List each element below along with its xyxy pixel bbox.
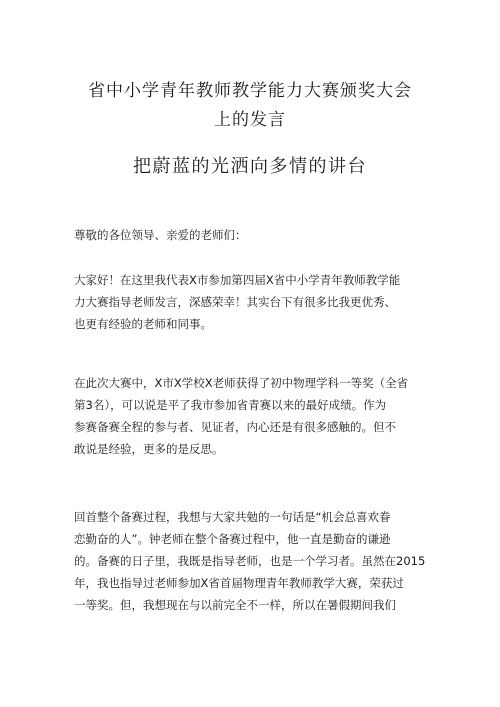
text-line: 第3名），可以说是平了我市参加省青赛以来的最好成绩。作为 [74, 398, 387, 412]
achievement-paragraph [74, 372, 434, 460]
text-line: 敢说是经验，更多的是反思。 [74, 442, 224, 456]
text-line: 大家好！在这里我代表X市参加第四届X省中小学青年教师教学能 [74, 273, 401, 287]
salutation-paragraph [74, 224, 434, 246]
text-line: 年，我也指导过老师参加X省首届物理青年教师教学大赛，荣获过 [74, 576, 404, 590]
text-line: 回首整个备赛过程，我想与大家共勉的一句话是“机会总喜欢眷 [74, 510, 391, 524]
document-subtitle: 把蔚蓝的光洒向多情的讲台 [133, 156, 367, 177]
document-title-line1: 省中小学青年教师教学能力大赛颁奖大会 [88, 81, 412, 101]
text-line: 也更有经验的老师和同事。 [74, 317, 212, 331]
text-line: 力大赛指导老师发言，深感荣幸！其实台下有很多比我更优秀、 [74, 295, 396, 309]
text-line: 参赛备赛全程的参与者、见证者，内心还是有很多感触的。但不 [74, 420, 396, 434]
text-line: 尊敬的各位领导、亲爱的老师们： [74, 228, 247, 242]
document-title-line2: 上的发言 [214, 110, 286, 130]
text-line: 的。备赛的日子里，我既是指导老师，也是一个学习者。虽然在2015 [74, 554, 426, 568]
text-line: 恋勤奋的人”。钟老师在整个备赛过程中，他一直是勤奋的谦逊 [74, 532, 391, 546]
text-line: 在此次大赛中，X市X学校X老师获得了初中物理学科一等奖（全省 [74, 376, 409, 390]
text-line: 一等奖。但，我想现在与以前完全不一样，所以在暑假期间我们 [74, 598, 396, 612]
reflection-paragraph [74, 506, 434, 616]
greeting-paragraph [74, 269, 434, 335]
